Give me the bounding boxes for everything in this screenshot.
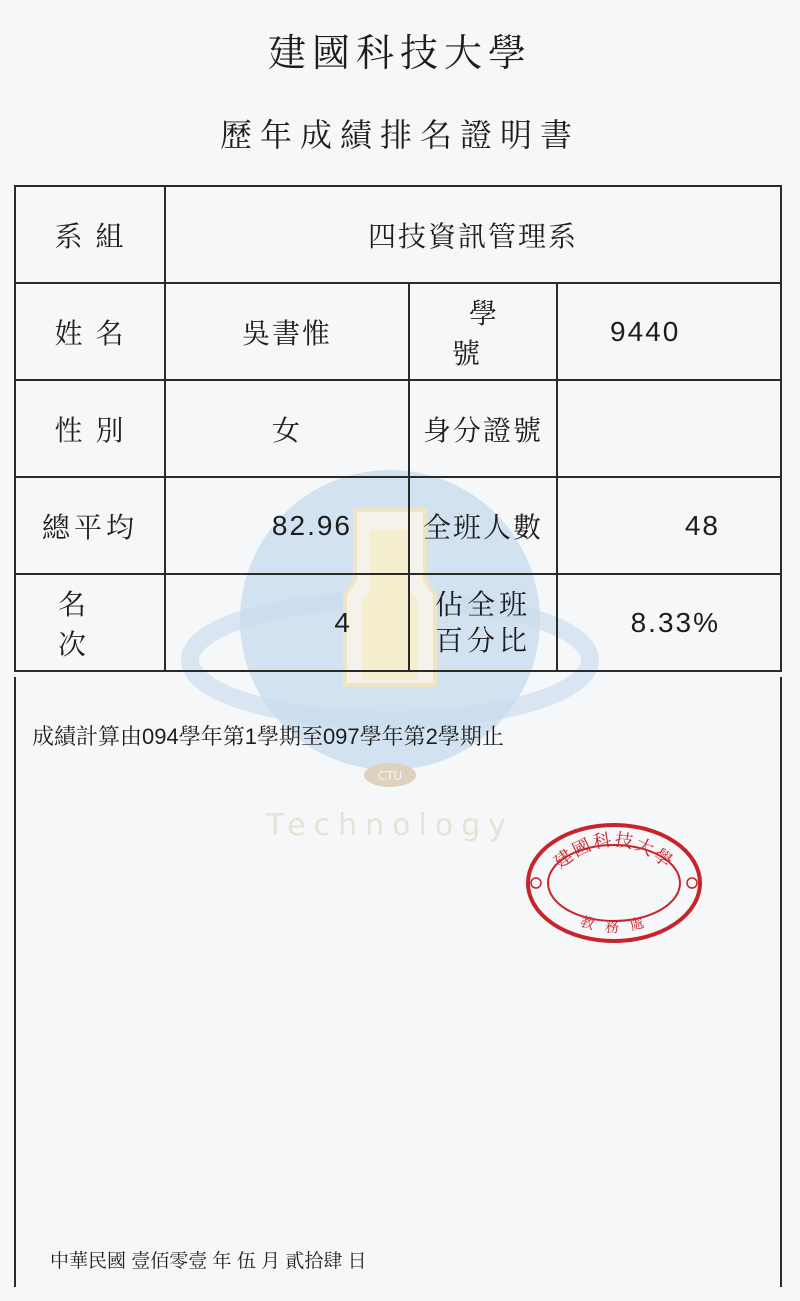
name-label: 姓 名 bbox=[15, 283, 165, 380]
table-row bbox=[15, 574, 781, 671]
official-seal bbox=[522, 820, 706, 946]
gender-value: 女 bbox=[165, 380, 409, 477]
table-row bbox=[15, 477, 781, 574]
table-row bbox=[15, 283, 781, 380]
class-size-label: 全班人數 bbox=[409, 477, 557, 574]
calculation-period-note: 成績計算由094學年第1學期至097學年第2學期止 bbox=[32, 724, 504, 749]
student-id-value: 9440 bbox=[557, 283, 781, 380]
seal-ornament-left bbox=[531, 878, 541, 888]
emblem-text: CTU bbox=[377, 769, 403, 783]
percent-label-line1: 佔全班 bbox=[434, 587, 531, 621]
percent-label-line2: 百分比 bbox=[434, 623, 531, 657]
svg-text:教 務 處 bbox=[578, 913, 650, 936]
issue-date: 中華民國 壹佰零壹 年 伍 月 貳拾肆 日 bbox=[50, 1251, 367, 1272]
table-row bbox=[15, 186, 781, 283]
seal-ornament-right bbox=[687, 878, 697, 888]
id-number-label: 身分證號 bbox=[409, 380, 557, 477]
document-title: 歷年成績排名證明書 bbox=[219, 116, 580, 154]
table-row bbox=[15, 380, 781, 477]
school-name: 建國科技大學 bbox=[267, 31, 532, 75]
average-value: 82.96 bbox=[165, 477, 409, 574]
svg-text:建國科技大學 bbox=[550, 829, 677, 873]
percent-label bbox=[409, 574, 557, 671]
id-number-value bbox=[557, 380, 781, 477]
emblem-ring-text: Technology bbox=[265, 808, 515, 843]
department-label: 系 組 bbox=[15, 186, 165, 283]
student-id-label: 學 號 bbox=[409, 283, 557, 380]
class-size-value: 48 bbox=[557, 477, 781, 574]
rank-value: 4 bbox=[165, 574, 409, 671]
name-value: 吳書惟 bbox=[165, 283, 409, 380]
seal-bottom-text: 教 務 處 bbox=[578, 913, 650, 936]
transcript-rank-table bbox=[14, 185, 782, 672]
percent-value: 8.33% bbox=[557, 574, 781, 671]
gender-label: 性 別 bbox=[15, 380, 165, 477]
seal-top-text: 建國科技大學 bbox=[550, 829, 678, 874]
certificate-border bbox=[14, 677, 782, 1287]
department-value: 四技資訊管理系 bbox=[165, 186, 781, 283]
average-label: 總平均 bbox=[15, 477, 165, 574]
rank-label: 名 次 bbox=[15, 574, 165, 671]
